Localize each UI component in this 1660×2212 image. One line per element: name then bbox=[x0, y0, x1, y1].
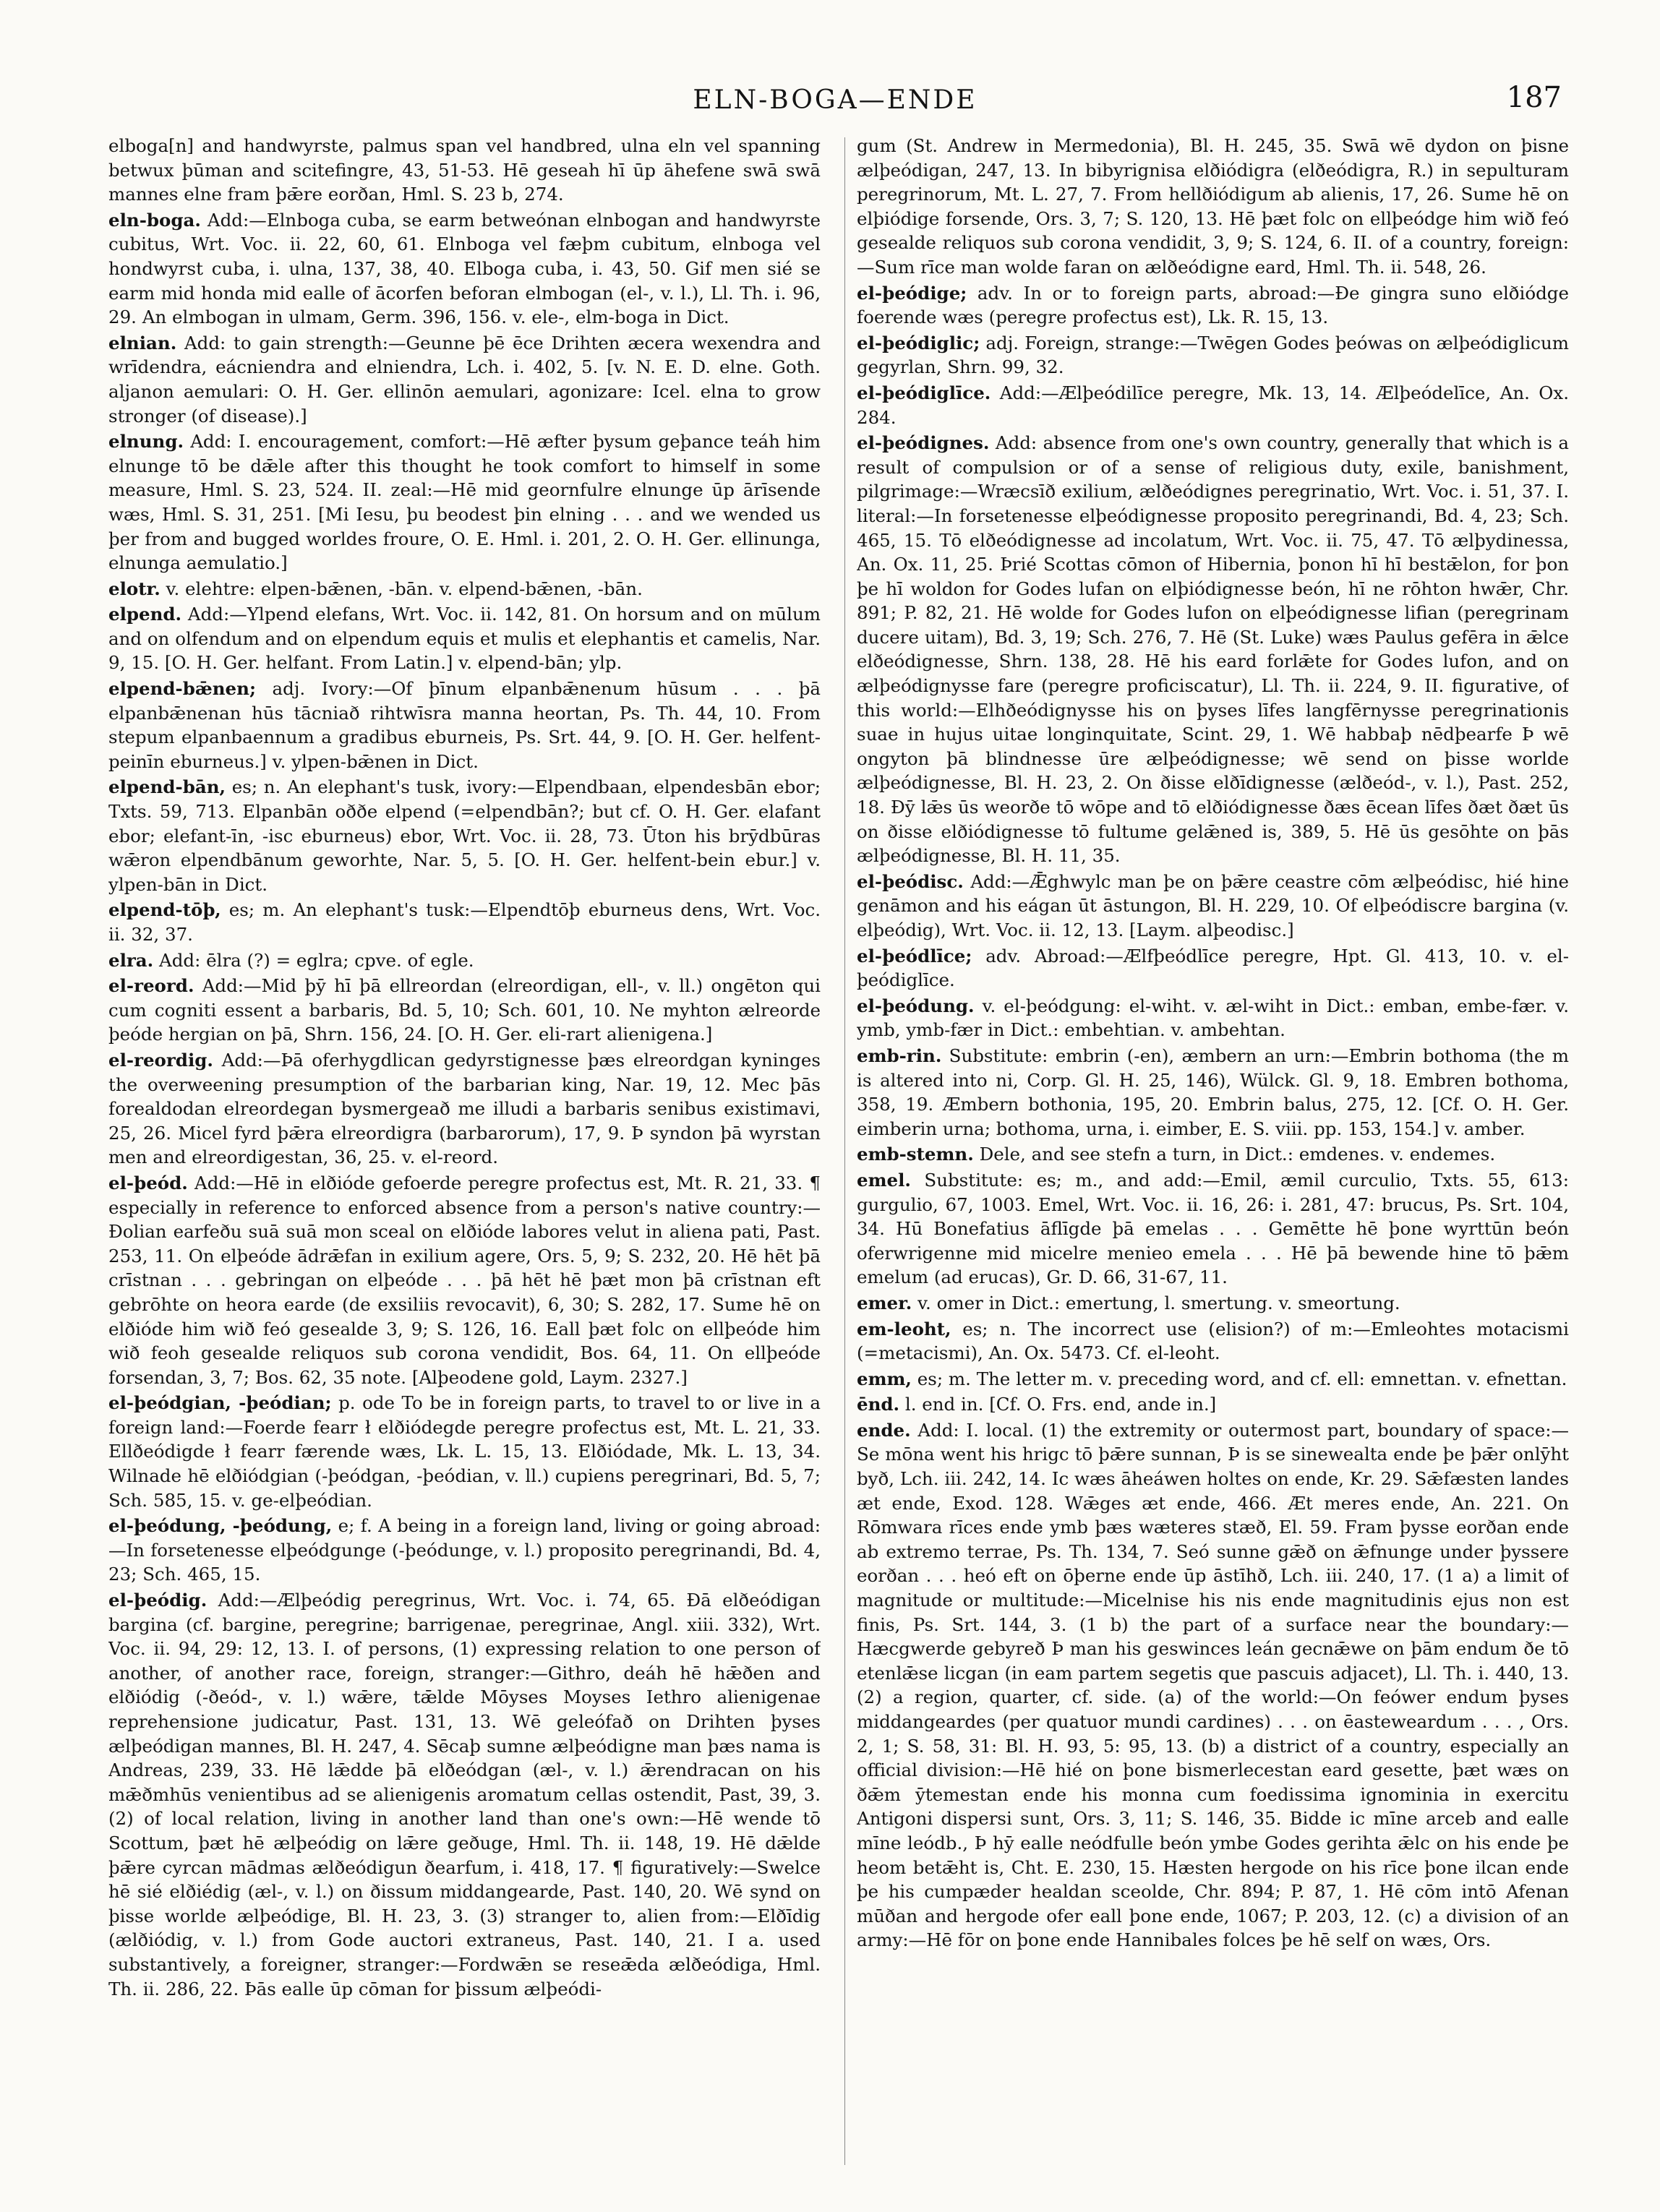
entry-headword: emer. bbox=[857, 1292, 912, 1313]
entry-headword: elpend-bǣnen; bbox=[108, 678, 257, 700]
entry-headword: elpend. bbox=[108, 604, 182, 625]
entry-text: Add:—Ælþeódilīce peregre, Mk. 13, 14. Ælþeódelīce, An. Ox. 284. bbox=[857, 382, 1569, 428]
entry-text: v. el-þeódgung: el-wiht. v. æl-wiht in Dict.: emban, embe-fær. v. ymb, ymb-fær in Dict.: embehtian. v. ambehtan. bbox=[857, 995, 1569, 1041]
entry-headword: el-þeódignes. bbox=[857, 432, 990, 454]
entry-text: Dele, and see stefn a turn, in Dict.: emdenes. v. endemes. bbox=[979, 1144, 1496, 1165]
dictionary-entry bbox=[857, 944, 1569, 993]
entry-headword: elnian. bbox=[108, 332, 177, 353]
dictionary-entry bbox=[108, 775, 821, 896]
entry-headword: el-þeódgian, -þeódian; bbox=[108, 1392, 332, 1414]
entry-text: adv. In or to foreign parts, abroad:—Ðe gingra suno elðiódge foerende wæs (peregre profectus est), Lk. R. 15, 13. bbox=[857, 282, 1569, 328]
dictionary-entry bbox=[108, 1391, 821, 1512]
dictionary-entry bbox=[108, 948, 821, 973]
entry-headword: el-þeódig. bbox=[108, 1590, 208, 1611]
running-title: ELN-BOGA—ENDE bbox=[693, 85, 977, 115]
entry-text: Add: to gain strength:—Geunne þē ēce Drihten æcera wexendra and wrīdendra, eácniendra and elniendra, Lch. i. 402, 5. [v. N. E. D. elne. Goth. aljanon aemulari: O. H. Ger. ellinōn aemulari, agonizare: Icel. elna to grow stronger (of disease).] bbox=[108, 332, 821, 426]
dictionary-entry bbox=[857, 331, 1569, 380]
entry-text: v. elehtre: elpen-bǣnen, -bān. v. elpend-bǣnen, -bān. bbox=[166, 578, 643, 599]
entry-text: Add:—Hē in elðióde gefoerde peregre profectus est, Mt. R. 21, 33. ¶ especially in reference to enforced absence from a person's native country:—Ðolian earfeðu suā suā mon sceal on elðióde labores velut in aliena pati, Past. 253, 11. On elþeóde ādrǣfan in exilium agere, Ors. 5, 9; S. 232, 20. Hē hēt þā crīstnan . . . gebringan on elþeóde . . . þā hēt hē þæt mon þā crīstnan eft gebrōhte on heora earde (de exsiliis revocavit), 6, 30; S. 282, 17. Sume hē on elðióde him wið feó gesealde 3, 9; S. 126, 16. Eall þæt folc on ellþeóde him wið feoh gesealde reliquos sub corona vendidit, Bos. 64, 11. On ellþeóde forsendan, 3, 7; Bos. 62, 35 note. [Alþeodene gold, Laym. 2327.] bbox=[108, 1172, 821, 1388]
dictionary-entry bbox=[857, 134, 1569, 280]
entry-text: Add: absence from one's own country, generally that which is a result of compulsion or of a sense of religious duty, exile, banishment, pilgrimage:—Wræcsīð exilium, ælðeódignes peregrinatio, Wrt. Voc. i. 51, 37. I. literal:—In forsetenesse elþeódignesse proposito peregrinandi, Bd. 4, 23; Sch. 465, 15. Tō elðeódignesse ad incolatum, Wrt. Voc. ii. 75, 47. Tō ælþydinessa, An. Ox. 11, 25. Þrié Scottas cōmon of Hibernia, þonon hī hī bestǣlon, for þon þe hī woldon for Godes lufan on elþiódignesse beón, hī ne rōhton hwǣr, Chr. 891; P. 82, 21. Hē wolde for Godes lufon on elþeódignesse lifian (peregrinam ducere uitam), Bd. 3, 19; Sch. 276, 7. Hē (St. Luke) wæs Paulus gefēra in ǣlce elðeódignesse, Shrn. 138, 28. Hē his eard forlǣte for Godes lufon, and on ælþeódignysse fare (peregre proficiscatur), Ll. Th. ii. 224, 9. II. figurative, of this world:—Elhðeódignysse his on þyses līfes langfērnysse peregrinationis suae in hujus uitae longinquitate, Scint. 29, 1. Wē habbaþ nēdþearfe Þ wē ongyton þā blindnesse ūre ælþeódignesse; wē send on þisse worlde ælþeódignesse, Bl. H. 23, 2. On ðisse elðīdignesse (ælðeód-, v. l.), Past. 252, 18. Ðȳ lǣs ūs weorðe tō wōpe and tō elðiódignesse ðæs ēcean līfes ðæt ðæt ūs on ðisse elðiódignesse tō fultume gelǣned is, 389, 5. Hē ūs gesōhte on þās ælþeódignesse, Bl. H. 11, 35. bbox=[857, 432, 1569, 867]
entry-text: Add:—Mid þȳ hī þā ellreordan (elreordigan, ell-, v. ll.) ongēton qui cum cogniti essent a barbaris, Bd. 5, 10; Sch. 601, 10. Ne myhton ælreorde þeóde hergian on þā, Shrn. 156, 24. [O. H. Ger. eli-rart alienigena.] bbox=[108, 975, 821, 1045]
entry-headword: ēnd. bbox=[857, 1394, 900, 1415]
dictionary-entry bbox=[857, 1418, 1569, 1952]
dictionary-entry bbox=[108, 1048, 821, 1170]
entry-headword: el-reord. bbox=[108, 975, 194, 997]
entry-headword: el-þeódige; bbox=[857, 282, 967, 304]
entry-headword: el-þeódisc. bbox=[857, 870, 964, 892]
entry-headword: eln-boga. bbox=[108, 209, 201, 231]
dictionary-entry bbox=[108, 577, 821, 601]
entry-text: adv. Abroad:—Ælfþeódlīce peregre, Hpt. Gl. 413, 10. v. el-þeódiglīce. bbox=[857, 945, 1569, 991]
entry-headword: ende. bbox=[857, 1419, 911, 1441]
left-column bbox=[108, 134, 821, 2172]
dictionary-entry bbox=[108, 429, 821, 575]
dictionary-entry bbox=[857, 870, 1569, 943]
entry-text: Add:—Ǣghwylc man þe on þǣre ceastre cōm ælþeódisc, hié hine genāmon and his eágan ūt āstungon, Bl. H. 229, 10. Of elþeódiscre bargina (v. elþeódig), Wrt. Voc. ii. 12, 13. [Laym. alþeodisc.] bbox=[857, 870, 1569, 940]
entry-headword: el-þeód. bbox=[108, 1172, 188, 1193]
right-column bbox=[857, 134, 1569, 2172]
page-number: 187 bbox=[1506, 81, 1562, 114]
dictionary-entry bbox=[857, 1168, 1569, 1290]
entry-text: es; m. An elephant's tusk:—Elpendtōþ eburneus dens, Wrt. Voc. ii. 32, 37. bbox=[108, 899, 821, 945]
dictionary-entry bbox=[108, 898, 821, 946]
dictionary-entry bbox=[857, 431, 1569, 868]
entry-headword: el-þeódiglic; bbox=[857, 332, 980, 353]
entry-headword: elnung. bbox=[108, 431, 184, 453]
dictionary-entry bbox=[857, 1317, 1569, 1366]
entry-text: Add:—Ælþeódig peregrinus, Wrt. Voc. i. 74, 65. Ðā elðeódigan bargina (cf. bargine, peregrine; barrigenae, peregrinae, Angl. xiii. 332), Wrt. Voc. ii. 94, 29: 12, 13. I. of persons, (1) expressing relation to one person of another, of another race, foreign, stranger:—Githro, deáh hē hǣðen and elðiódig (-ðeód-, v. l.) wǣre, tǣlde Mōyses Moyses Iethro alienigenae reprehensione judicatur, Past. 131, 13. Wē geleófað on Drihten þyses ælþeódigan mannes, Bl. H. 247, 4. Sēcaþ sumne ælþeódigne man þæs nama is Andreas, 239, 33. Hē lǣdde þā elðeódgan (æl-, v. l.) ǣrendracan on his mǣðmhūs venientibus ad se alienigenis aromatum cellas ostendit, Past, 39, 3. (2) of local relation, living in another land than one's own:—Hē wende tō Scottum, þæt hē ælþeódig on lǣre geðuge, Hml. Th. ii. 148, 19. Hē dǣlde þǣre cyrcan mādmas ælðeódigun ðearfum, i. 418, 17. ¶ figuratively:—Swelce hē sié elðiédig (æl-, v. l.) on ðissum middangearde, Past. 140, 20. Wē synd on þisse worlde ælþeódige, Bl. H. 23, 3. (3) stranger to, alien from:—Elðīdig (ælðiódig, v. l.) from Gode auctori extraneus, Past. 140, 21. I a. used substantively, a foreigner, stranger:—Fordwǣn se reseǣda ælðeódiga, Hml. Th. ii. 286, 22. Þās ealle ūp cōman for þissum ælþeódi- bbox=[108, 1590, 821, 1999]
entry-text: e; f. A being in a foreign land, living or going abroad:—In forsetenesse elþeódgunge (-þeódunge, v. l.) proposito peregrinandi, Bd. 4, 23; Sch. 465, 15. bbox=[108, 1515, 821, 1585]
entry-headword: emm, bbox=[857, 1368, 912, 1389]
entry-headword: el-reordig. bbox=[108, 1049, 213, 1071]
dictionary-entry bbox=[108, 331, 821, 428]
dictionary-entry bbox=[857, 1291, 1569, 1316]
entry-text: Add: I. encouragement, comfort:—Hē æfter þysum geþance teáh him elnunge tō be dǣle after this thought he took comfort to himself in some measure, Hml. S. 23, 524. II. zeal:—Hē mid geornfulre elnunge ūp ārīsende wæs, Hml. S. 31, 251. [Mi Iesu, þu beodest þin elning . . . and we wended us þer from and bugged worldes froure, O. E. Hml. i. 201, 2. O. H. Ger. ellinunga, elnunga aemulatio.] bbox=[108, 431, 821, 574]
entry-text: adj. Foreign, strange:—Twēgen Godes þeówas on ælþeódiglicum gegyrlan, Shrn. 99, 32. bbox=[857, 332, 1569, 378]
dictionary-entry bbox=[108, 602, 821, 675]
entry-headword: emel. bbox=[857, 1169, 911, 1191]
entry-headword: elpend-tōþ, bbox=[108, 899, 221, 921]
entry-text: p. ode To be in foreign parts, to travel to or live in a foreign land:—Foerde fearr ł elðiódegde peregre profectus est, Mt. L. 21, 33. Ellðeódigde ł fearr færende wæs, Lk. L. 15, 13. Elðiódade, Mk. L. 13, 34. Wilnade hē elðiódgian (-þeódgan, -þeódian, v. ll.) cupiens peregrinari, Bd. 5, 7; Sch. 585, 15. v. ge-elþeódian. bbox=[108, 1392, 821, 1511]
entry-text: es; n. The incorrect use (elision?) of m:—Emleohtes motacismi (=metacismi), An. Ox. 5473. Cf. el-leoht. bbox=[857, 1318, 1569, 1364]
page-header bbox=[108, 81, 1562, 124]
entry-text: Add: ēlra (?) = eglra; cpve. of egle. bbox=[159, 949, 474, 971]
dictionary-entry bbox=[857, 281, 1569, 330]
entry-text: Add:—Ylpend elefans, Wrt. Voc. ii. 142, 81. On horsum and on mūlum and on olfendum and on elpendum equis et mulis et elephantis et camelis, Nar. 9, 15. [O. H. Ger. helfant. From Latin.] v. elpend-bān; ylp. bbox=[108, 604, 821, 674]
entry-headword: elra. bbox=[108, 949, 154, 971]
entry-headword: el-þeódiglīce. bbox=[857, 382, 991, 403]
entry-text: Add: I. local. (1) the extremity or outermost part, boundary of space:—Se mōna went his hrigc tō þǣre sunnan, Þ is se sinewealta ende þe þǣr onlȳht byð, Lch. iii. 242, 14. Ic wæs āheáwen holtes on ende, Kr. 29. Sǣfæsten landes æt ende, Exod. 128. Wǣges æt ende, 466. Æt meres ende, An. 221. On Rōmwara rīces ende ymb þæs wæteres stæð, El. 59. Fram þysse eorðan ende ab extremo terrae, Ps. Th. 134, 7. Seó sunne gǣð on ǣfnunge under þyssere eorðan . . . heó eft on ōþerne ende ūp āstīhð, Lch. iii. 240, 17. (1 a) a limit of magnitude or multitude:—Micelnise his nis ende magnitudinis ejus non est finis, Ps. Srt. 144, 3. (1 b) the part of a surface near the boundary:—Hæcgwerde gebyreð Þ man his geswinces leán gecnǣwe on þām endum ðe tō etenlǣse licgan (in eam partem segetis que pascuis adjacet), Ll. Th. i. 440, 13. (2) a region, quarter, cf. side. (a) of the world:—On feówer endum þyses middangeardes (per quatuor mundi cardines) . . . on ēasteweardum . . . , Ors. 2, 1; S. 58, 31: Bl. H. 93, 5: 95, 13. (b) a district of a country, especially an official division:—Hē hié on þone bismerlecestan eard gesette, þæt wæs on ðǣm ȳtemestan ende his monna cum foedissima ignominia in exercitu Antigoni dispersi sunt, Ors. 3, 11; S. 146, 35. Bidde ic mīne arceb and ealle mīne leódb., Þ hȳ ealle neódfulle beón ymbe Godes gerihta ǣlc on his ende þe heom betǣht is, Cht. E. 230, 15. Hæsten hergode on his rīce þone ilcan ende þe his cumpæder healdan sceolde, Chr. 894; P. 87, 1. Hē cōm intō Afenan mūðan and hergode ofer eall þone ende, 1067; P. 203, 12. (c) a division of an army:—Hē fōr on þone ende Hannibales folces þe hē self on wæs, Ors. bbox=[857, 1419, 1569, 1951]
entry-headword: elotr. bbox=[108, 578, 161, 599]
dictionary-entry bbox=[108, 134, 821, 207]
entry-text: es; n. An elephant's tusk, ivory:—Elpendbaan, elpendesbān ebor; Txts. 59, 713. Elpanbān oððe elpend (=elpendbān?; but cf. O. H. Ger. elafant ebor; elefant-īn, -isc eburneus) ebor, Wrt. Voc. ii. 28, 73. Ūton his brȳdbūras wǣron elpendbānum geworhte, Nar. 5, 5. [O. H. Ger. helfent-bein ebur.] v. ylpen-bān in Dict. bbox=[108, 776, 821, 895]
entry-headword: em-leoht, bbox=[857, 1318, 951, 1339]
entry-headword: el-þeódung. bbox=[857, 995, 975, 1016]
column-divider bbox=[844, 137, 845, 2165]
entry-headword: emb-rin. bbox=[857, 1045, 942, 1066]
dictionary-entry bbox=[108, 974, 821, 1047]
entry-text: Substitute: embrin (-en), æmbern an urn:—Embrin bothoma (the m is altered into ni, Corp. Gl. H. 25, 146), Wülck. Gl. 9, 18. Embren bothoma, 358, 19. Æmbern bothonia, 195, 20. Embrin balus, 275, 12. [Cf. O. H. Ger. eimberin urna; bothoma, urna, i. eimber, E. S. viii. pp. 153, 154.] v. amber. bbox=[857, 1045, 1569, 1139]
dictionary-entry bbox=[857, 1392, 1569, 1417]
dictionary-entry bbox=[857, 1142, 1569, 1167]
entry-headword: emb-stemn. bbox=[857, 1144, 974, 1165]
dictionary-entry bbox=[108, 208, 821, 330]
entry-text: elboga[n] and handwyrste, palmus span vel handbred, ulna eln vel spanning betwux þūman and scitefingre, 43, 51-53. Hē geseah hī ūp āhefene swā swā mannes elne fram þǣre eorðan, Hml. S. 23 b, 274. bbox=[108, 135, 821, 205]
entry-text: l. end in. [Cf. O. Frs. end, ande in.] bbox=[904, 1394, 1217, 1415]
dictionary-entry bbox=[857, 994, 1569, 1042]
dictionary-entry bbox=[108, 677, 821, 773]
entry-headword: el-þeódlīce; bbox=[857, 945, 972, 966]
entry-headword: el-þeódung, -þeódung, bbox=[108, 1515, 333, 1537]
entry-text: Substitute: es; m., and add:—Emil, æmil curculio, Txts. 55, 613: gurgulio, 67, 1003. Emel, Wrt. Voc. ii. 16, 26: i. 281, 47: brucus, Ps. Srt. 104, 34. Hū Bonefatius āflīgde þā emelas . . . Gemētte hē þone wyrttūn beón oferwrigenne mid micelre menieo emela . . . Hē þā bewende hine tō þǣm emelum (ad erucas), Gr. D. 66, 31-67, 11. bbox=[857, 1169, 1569, 1288]
entry-text: Add:—Þā oferhygdlican gedyrstignesse þæs elreordgan kyninges the overweening presumption of the barbarian king, Nar. 19, 12. Mec þās forealdodan elreordegan bysmergeað me illudi a barbaris senibus existimavi, 25, 26. Micel fyrd þǣra elreordigra (barbarorum), 17, 9. Þ syndon þā wyrstan men and elreordigestan, 36, 25. v. el-reord. bbox=[108, 1049, 821, 1168]
entry-text: Add:—Elnboga cuba, se earm betweónan elnbogan and handwyrste cubitus, Wrt. Voc. ii. 22, 60, 61. Elnboga vel fæþm cubitum, elnboga vel hondwyrst cuba, i. ulna, 137, 38, 40. Elboga cuba, i. 43, 50. Gif men sié se earm mid honda mid ealle of ācorfen beforan elmbogan (el-, v. l.), Ll. Th. i. 96, 29. An elmbogan in ulmam, Germ. 396, 156. v. ele-, elm-boga in Dict. bbox=[108, 209, 821, 328]
entry-headword: elpend-bān, bbox=[108, 776, 226, 798]
dictionary-entry bbox=[857, 1044, 1569, 1141]
entry-text: adj. Ivory:—Of þīnum elpanbǣnenum hūsum . . . þā elpanbǣnenan hūs tācniað rihtwīsra manna heortan, Ps. Th. 44, 10. From stepum elpanbaennum a gradibus eburneis, Ps. Srt. 44, 9. [O. H. Ger. helfent-peinīn eburneus.] v. ylpen-bǣnen in Dict. bbox=[108, 678, 821, 772]
entry-text: es; m. The letter m. v. preceding word, and cf. ell: emnettan. v. efnettan. bbox=[917, 1368, 1567, 1389]
dictionary-entry bbox=[108, 1588, 821, 2001]
entry-text: v. omer in Dict.: emertung, l. smertung. v. smeortung. bbox=[917, 1292, 1400, 1313]
dictionary-entry bbox=[108, 1514, 821, 1587]
entry-text: gum (St. Andrew in Mermedonia), Bl. H. 245, 35. Swā wē dydon on þisne ælþeódigan, 247, 13. In bibyrignisa elðiódigra (elðeódigra, R.) in sepulturam peregrinorum, Mt. L. 27, 7. From hellðiódigum ab alienis, 17, 26. Sume hē on elþiódige forsende, Ors. 3, 7; S. 120, 13. Hē þæt folc on ellþeódge him wið feó gesealde reliquos sub corona vendidit, 3, 9; S. 124, 6. II. of a country, foreign:—Sum rīce man wolde faran on ælðeódigne eard, Hml. Th. ii. 548, 26. bbox=[857, 135, 1569, 278]
dictionary-entry bbox=[108, 1171, 821, 1389]
dictionary-entry bbox=[857, 1367, 1569, 1392]
dictionary-entry bbox=[857, 381, 1569, 429]
